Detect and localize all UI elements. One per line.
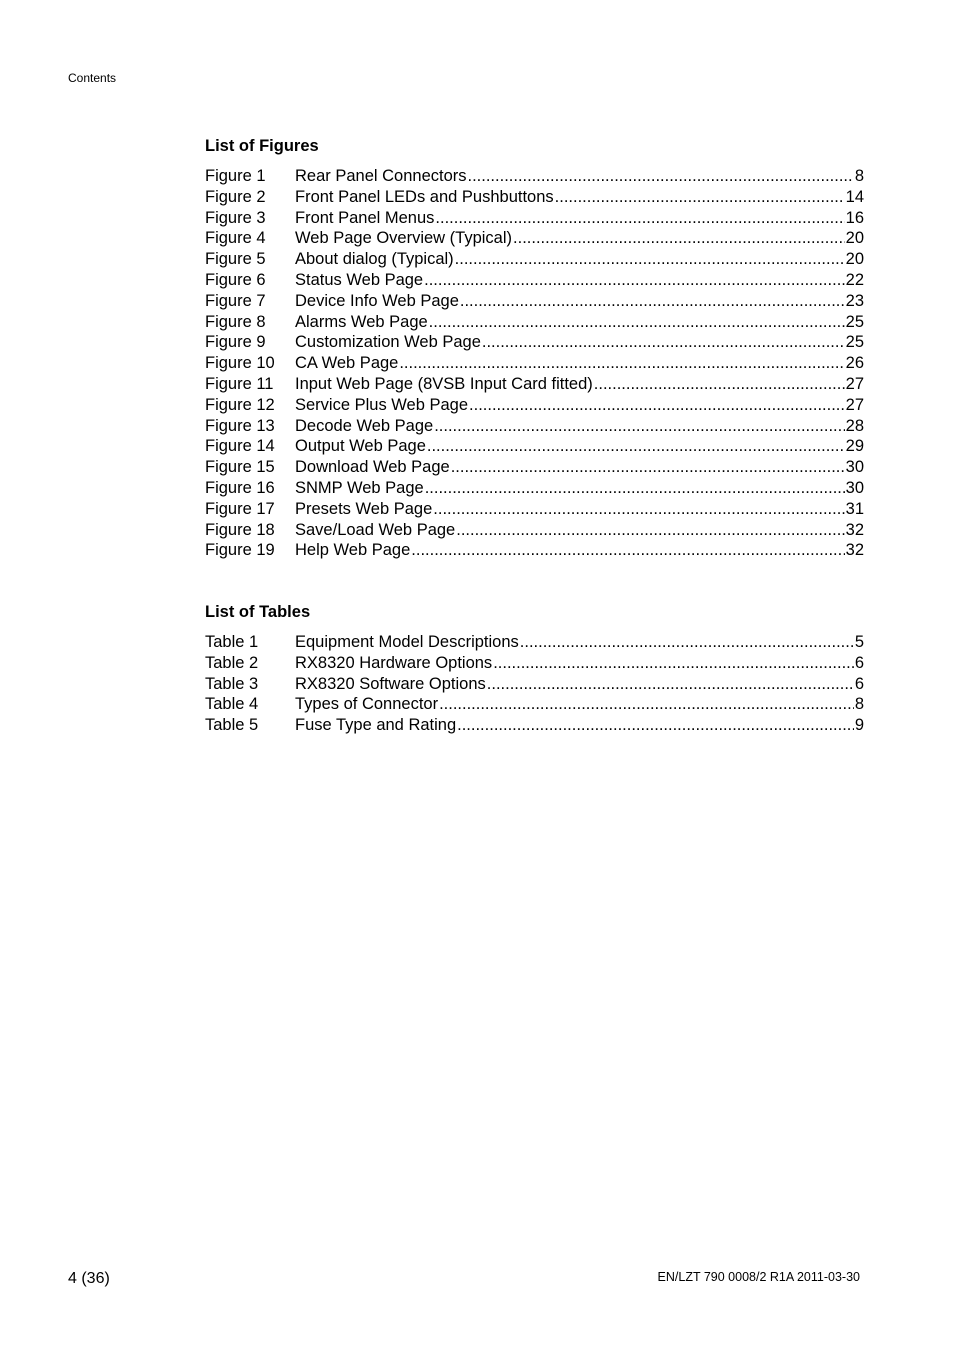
toc-entry-page-number: 26 xyxy=(845,354,864,373)
toc-entry-title: Input Web Page (8VSB Input Card fitted) xyxy=(295,374,593,393)
toc-entry-label: Figure 4 xyxy=(205,229,266,248)
toc-entry[interactable] xyxy=(205,715,864,736)
toc-entry-title: Service Plus Web Page xyxy=(295,395,469,414)
toc-dot-leader xyxy=(520,632,854,653)
toc-entry-title: Equipment Model Descriptions xyxy=(295,633,519,651)
toc-entry-title: Save/Load Web Page xyxy=(295,520,456,539)
toc-entry-page-number: 25 xyxy=(845,312,864,331)
toc-entry-label: Figure 14 xyxy=(205,437,275,456)
toc-entry-label: Figure 3 xyxy=(205,208,266,227)
toc-entry-label: Figure 18 xyxy=(205,520,275,539)
toc-entry-label: Figure 2 xyxy=(205,187,266,206)
toc-dot-leader xyxy=(457,715,854,736)
toc-dot-leader xyxy=(555,187,845,208)
toc-entry-title: Types of Connector xyxy=(295,695,439,714)
toc-entry-page-number: 27 xyxy=(845,374,864,393)
toc-entry-title: Status Web Page xyxy=(295,270,424,289)
toc-dot-leader xyxy=(455,249,845,270)
toc-entry-title: Rear Panel Connectors xyxy=(295,167,467,185)
toc-entry-page-number: 27 xyxy=(845,395,864,414)
toc-entry-label: Figure 1 xyxy=(205,167,266,185)
toc-entry-page-number: 14 xyxy=(845,187,864,206)
tables-entry-list xyxy=(205,632,864,736)
toc-entry-page-number: 8 xyxy=(854,167,864,185)
running-header: Contents xyxy=(68,71,117,85)
toc-entry-title: Fuse Type and Rating xyxy=(295,716,457,735)
toc-entry-title: Help Web Page xyxy=(295,541,411,560)
toc-entry[interactable] xyxy=(205,228,864,249)
toc-entry-page-number: 16 xyxy=(845,208,864,227)
toc-entry-page-number: 23 xyxy=(845,291,864,310)
toc-entry[interactable] xyxy=(205,416,864,437)
toc-entry-label: Figure 17 xyxy=(205,499,275,518)
toc-entry-label: Figure 5 xyxy=(205,250,266,269)
toc-entry-page-number: 29 xyxy=(845,437,864,456)
toc-entry-title: CA Web Page xyxy=(295,354,399,373)
toc-entry[interactable] xyxy=(205,653,864,674)
toc-entry-label: Figure 15 xyxy=(205,458,275,477)
toc-dot-leader xyxy=(468,166,854,187)
toc-entry[interactable] xyxy=(205,166,864,187)
list-of-tables xyxy=(205,602,864,736)
figures-entry-list xyxy=(205,166,864,561)
toc-entry[interactable] xyxy=(205,208,864,229)
toc-entry[interactable] xyxy=(205,499,864,520)
toc-entry-title: SNMP Web Page xyxy=(295,478,424,497)
toc-entry-title: Front Panel Menus xyxy=(295,208,435,227)
toc-entry-page-number: 5 xyxy=(854,633,864,651)
toc-entry[interactable] xyxy=(205,674,864,695)
toc-entry-title: RX8320 Software Options xyxy=(295,674,486,693)
toc-dot-leader xyxy=(435,208,844,229)
toc-dot-leader xyxy=(425,478,845,499)
toc-entry-title: Presets Web Page xyxy=(295,499,433,518)
toc-dot-leader xyxy=(439,694,854,715)
toc-entry[interactable] xyxy=(205,270,864,291)
toc-entry[interactable] xyxy=(205,540,864,561)
toc-dot-leader xyxy=(433,499,844,520)
toc-entry-title: Output Web Page xyxy=(295,437,426,456)
toc-entry[interactable] xyxy=(205,395,864,416)
toc-entry[interactable] xyxy=(205,291,864,312)
toc-entry-title: Device Info Web Page xyxy=(295,291,459,310)
toc-entry[interactable] xyxy=(205,249,864,270)
toc-entry-label: Figure 6 xyxy=(205,270,266,289)
toc-dot-leader xyxy=(456,520,844,541)
toc-dot-leader xyxy=(513,228,845,249)
toc-entry[interactable] xyxy=(205,436,864,457)
toc-entry[interactable] xyxy=(205,332,864,353)
toc-dot-leader xyxy=(451,457,845,478)
toc-entry-page-number: 32 xyxy=(845,541,864,560)
toc-entry-title: About dialog (Typical) xyxy=(295,250,454,269)
toc-dot-leader xyxy=(411,540,844,561)
toc-entry-page-number: 20 xyxy=(845,229,864,248)
list-of-figures-title: List of Figures xyxy=(205,137,319,155)
footer-document-id: EN/LZT 790 0008/2 R1A 2011-03-30 xyxy=(657,1270,860,1284)
toc-dot-leader xyxy=(427,436,845,457)
toc-entry-label: Table 2 xyxy=(205,653,259,672)
toc-entry-label: Table 3 xyxy=(205,674,259,693)
toc-entry[interactable] xyxy=(205,632,864,653)
toc-entry[interactable] xyxy=(205,312,864,333)
toc-entry-label: Figure 12 xyxy=(205,395,275,414)
toc-entry-page-number: 8 xyxy=(854,695,864,714)
toc-entry-label: Table 1 xyxy=(205,633,259,651)
toc-entry[interactable] xyxy=(205,520,864,541)
toc-entry-page-number: 6 xyxy=(854,674,864,693)
toc-entry-label: Figure 19 xyxy=(205,541,275,560)
toc-entry-page-number: 25 xyxy=(845,333,864,352)
toc-entry[interactable] xyxy=(205,353,864,374)
toc-dot-leader xyxy=(594,374,845,395)
toc-entry-title: Front Panel LEDs and Pushbuttons xyxy=(295,187,554,206)
toc-entry-page-number: 20 xyxy=(845,250,864,269)
toc-entry-page-number: 32 xyxy=(845,520,864,539)
toc-dot-leader xyxy=(399,353,844,374)
toc-entry-label: Figure 9 xyxy=(205,333,266,352)
toc-entry-title: Web Page Overview (Typical) xyxy=(295,229,513,248)
toc-dot-leader xyxy=(434,416,844,437)
toc-entry-label: Figure 11 xyxy=(205,374,274,393)
toc-entry[interactable] xyxy=(205,694,864,715)
toc-dot-leader xyxy=(493,653,854,674)
toc-entry-page-number: 22 xyxy=(845,270,864,289)
toc-entry-label: Figure 8 xyxy=(205,312,266,331)
toc-dot-leader xyxy=(482,332,845,353)
toc-dot-leader xyxy=(460,291,845,312)
toc-dot-leader xyxy=(469,395,845,416)
toc-entry-page-number: 30 xyxy=(845,458,864,477)
footer-page-number: 4 (36) xyxy=(68,1270,110,1287)
toc-entry-label: Figure 10 xyxy=(205,354,275,373)
toc-entry[interactable] xyxy=(205,478,864,499)
toc-entry-title: RX8320 Hardware Options xyxy=(295,653,493,672)
toc-dot-leader xyxy=(487,674,854,695)
list-of-figures xyxy=(205,136,864,561)
toc-entry[interactable] xyxy=(205,374,864,395)
toc-entry-page-number: 9 xyxy=(854,716,864,735)
toc-entry-label: Table 4 xyxy=(205,695,259,714)
toc-entry-label: Figure 7 xyxy=(205,291,266,310)
toc-entry-page-number: 6 xyxy=(854,653,864,672)
toc-dot-leader xyxy=(429,312,845,333)
toc-entry-title: Alarms Web Page xyxy=(295,312,428,331)
toc-dot-leader xyxy=(424,270,845,291)
toc-entry-label: Table 5 xyxy=(205,716,259,735)
toc-entry-title: Decode Web Page xyxy=(295,416,434,435)
toc-entry[interactable] xyxy=(205,457,864,478)
toc-entry-label: Figure 16 xyxy=(205,478,275,497)
list-of-tables-title: List of Tables xyxy=(205,603,311,621)
toc-entry-page-number: 28 xyxy=(845,416,864,435)
toc-entry-page-number: 31 xyxy=(845,499,864,518)
toc-entry-title: Customization Web Page xyxy=(295,333,481,352)
toc-entry[interactable] xyxy=(205,187,864,208)
toc-entry-label: Figure 13 xyxy=(205,416,275,435)
toc-entry-title: Download Web Page xyxy=(295,458,450,477)
toc-entry-page-number: 30 xyxy=(845,478,864,497)
